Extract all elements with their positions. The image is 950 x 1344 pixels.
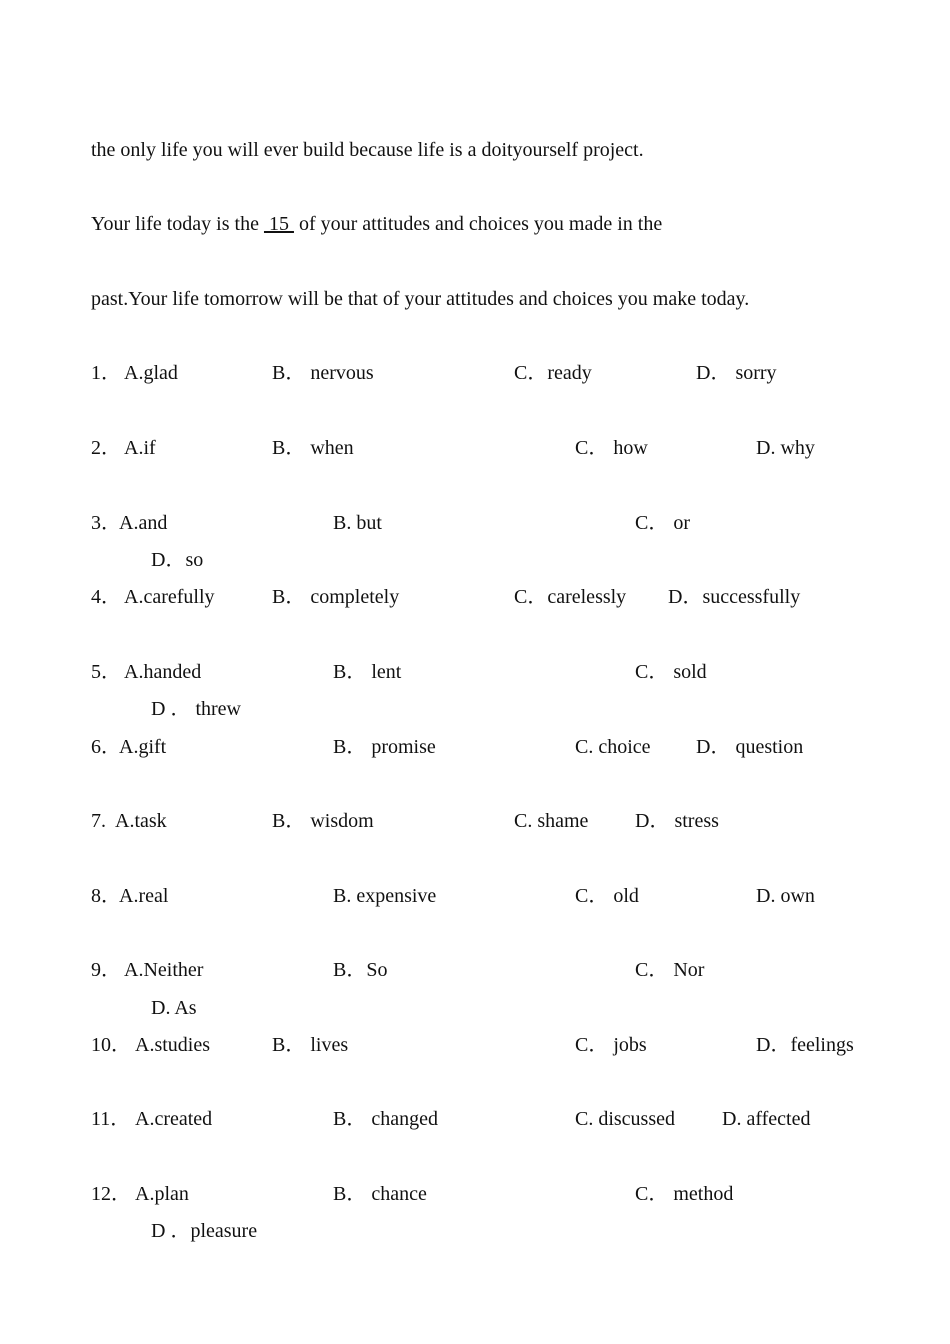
question-number: 11．	[91, 1108, 131, 1130]
option-c: C． or	[635, 512, 690, 534]
option-c: C．carelessly	[514, 586, 627, 608]
option-d: D．feelings	[756, 1034, 854, 1056]
option-b: B． lent	[333, 661, 402, 683]
question-number: 2．	[91, 437, 121, 459]
option-a: A.real	[119, 885, 169, 907]
option-b: B．So	[333, 959, 388, 981]
option-c: C. discussed	[575, 1108, 675, 1130]
option-c: C．ready	[514, 362, 592, 384]
option-a: A.plan	[135, 1183, 189, 1205]
option-d: D ．pleasure	[151, 1220, 258, 1242]
option-b: B． promise	[333, 736, 436, 758]
option-a: A.gift	[119, 736, 167, 758]
blank-15: 15	[263, 213, 294, 235]
option-d: D ． threw	[151, 698, 241, 720]
option-c: C． Nor	[635, 959, 705, 981]
option-c: C． method	[635, 1183, 734, 1205]
question-number: 8．	[91, 885, 121, 907]
option-d: D．successfully	[668, 586, 801, 608]
option-b: B． chance	[333, 1183, 427, 1205]
option-b: B． when	[272, 437, 354, 459]
option-d: D. As	[151, 997, 197, 1019]
option-a: A.if	[124, 437, 156, 459]
option-b: B. expensive	[333, 885, 437, 907]
option-a: A.Neither	[124, 959, 204, 981]
passage-line-2	[91, 212, 662, 236]
passage-line-3: past.Your life tomorrow will be that of your attitudes and choices you make today.	[91, 288, 750, 310]
option-a: A.glad	[124, 362, 178, 384]
option-a: A.task	[115, 810, 167, 832]
option-c: C. shame	[514, 810, 589, 832]
option-a: A.created	[135, 1108, 213, 1130]
option-c: C． sold	[635, 661, 707, 683]
option-b: B． wisdom	[272, 810, 374, 832]
option-d: D. why	[756, 437, 815, 459]
question-number: 3．	[91, 512, 121, 534]
question-number: 10．	[91, 1034, 131, 1056]
question-number: 9．	[91, 959, 121, 981]
question-number: 1．	[91, 362, 121, 384]
option-c: C. choice	[575, 736, 651, 758]
option-a: A.handed	[124, 661, 202, 683]
option-b: B． changed	[333, 1108, 438, 1130]
question-number: 4．	[91, 586, 121, 608]
option-d: D． stress	[635, 810, 719, 832]
option-a: A.studies	[135, 1034, 210, 1056]
option-d: D. own	[756, 885, 815, 907]
option-b: B． completely	[272, 586, 400, 608]
option-a: A.and	[119, 512, 168, 534]
option-c: C． jobs	[575, 1034, 647, 1056]
option-a: A.carefully	[124, 586, 215, 608]
question-number: 12．	[91, 1183, 131, 1205]
passage-line-2-end: of your attitudes and choices you made in the	[293, 213, 663, 235]
question-number: 5．	[91, 661, 121, 683]
option-b: B． lives	[272, 1034, 349, 1056]
passage-line-2-start: Your life today is the	[91, 213, 264, 235]
option-d: D．so	[151, 549, 204, 571]
option-d: D. affected	[722, 1108, 811, 1130]
option-b: B. but	[333, 512, 382, 534]
option-d: D． question	[696, 736, 804, 758]
option-c: C． old	[575, 885, 639, 907]
question-number: 7.	[91, 810, 106, 832]
passage-line-1: the only life you will ever build because life is a doityourself project.	[91, 139, 644, 161]
option-c: C． how	[575, 437, 648, 459]
option-b: B． nervous	[272, 362, 374, 384]
question-number: 6．	[91, 736, 121, 758]
option-d: D． sorry	[696, 362, 777, 384]
